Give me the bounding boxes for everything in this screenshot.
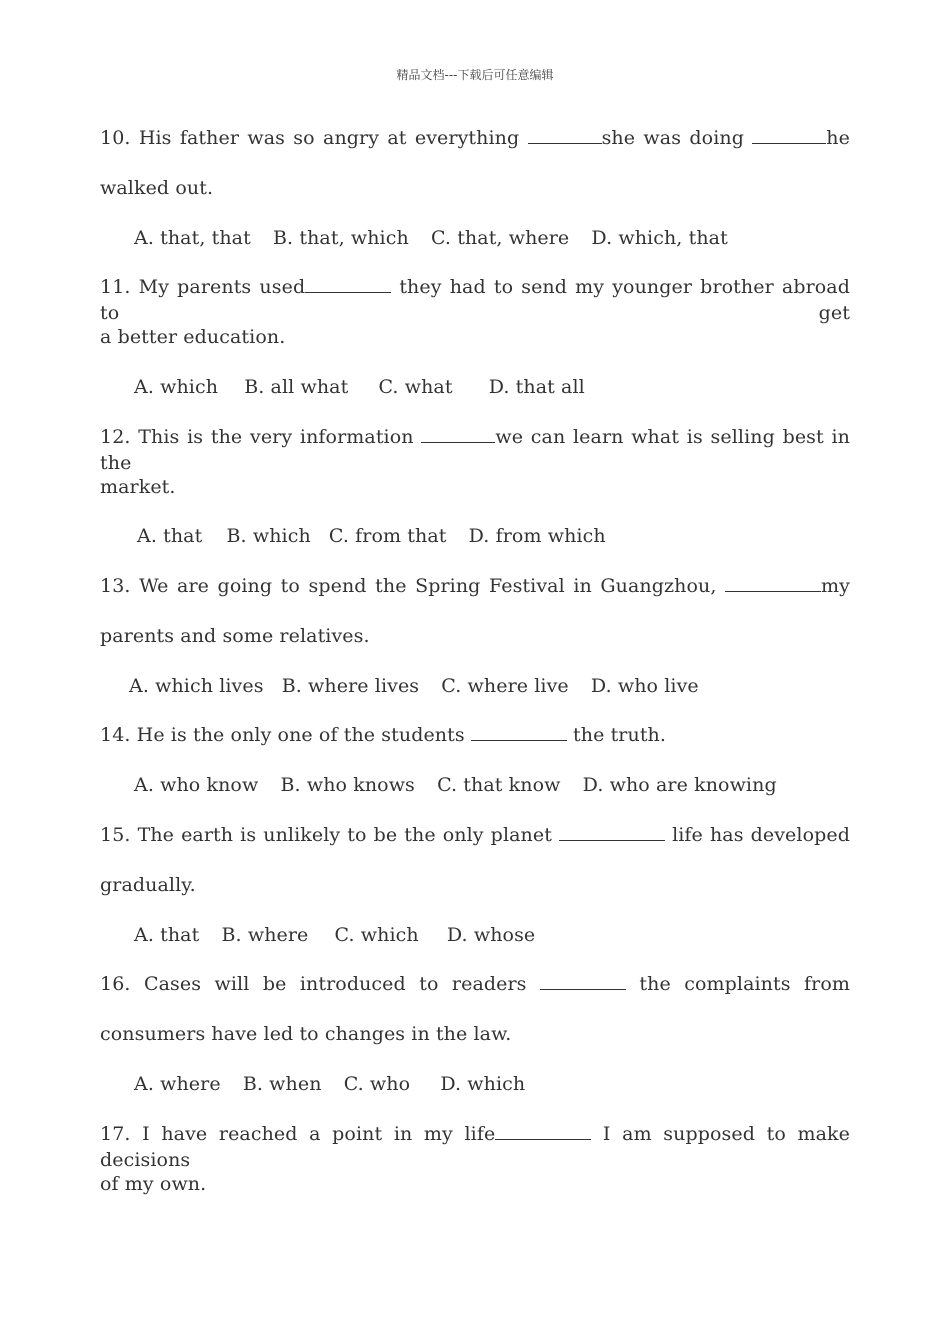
question-15-line1: [100, 822, 850, 848]
text: 11. My parents used: [100, 276, 306, 298]
text: the complaints from: [625, 973, 851, 995]
text: they had to send my younger brother abroad to get: [100, 276, 850, 324]
question-16-line1: [100, 971, 850, 997]
text: 12. This is the very information: [100, 426, 422, 448]
question-11-options: [134, 374, 884, 400]
text: he: [826, 127, 850, 149]
option-a: A. which: [134, 376, 219, 398]
question-10-options: [134, 225, 884, 251]
question-15-options: [134, 922, 884, 948]
text: she was doing: [601, 127, 753, 149]
option-c: C. what: [378, 376, 453, 398]
option-b: B. where: [221, 924, 309, 946]
answer-blank: [559, 823, 665, 841]
question-14-line1: [100, 722, 850, 748]
answer-blank: [540, 972, 626, 990]
answer-blank: [752, 126, 826, 144]
text: we can learn what is selling best in the: [100, 426, 851, 474]
option-a: A. that, that: [134, 227, 251, 249]
question-11-line1: [100, 274, 850, 324]
option-d: D. from which: [468, 525, 606, 547]
option-c: C. where live: [441, 675, 569, 697]
question-12-options: [137, 523, 887, 549]
answer-blank: [471, 723, 567, 741]
option-d: D. whose: [446, 924, 536, 946]
question-17-line1: [100, 1121, 850, 1171]
option-a: A. where: [134, 1073, 221, 1095]
question-10-line2: walked out.: [100, 177, 214, 199]
question-14-options: [134, 772, 884, 798]
question-17-line2: of my own.: [100, 1173, 207, 1195]
option-a: A. that: [137, 525, 203, 547]
question-12-line1: [100, 424, 851, 474]
answer-blank: [421, 425, 495, 443]
option-c: C. who: [343, 1073, 411, 1095]
answer-blank: [528, 126, 602, 144]
option-d: D. which: [440, 1073, 526, 1095]
option-c: C. from that: [328, 525, 447, 547]
question-15-line2: gradually.: [100, 874, 196, 896]
option-a: A. which lives: [129, 675, 264, 697]
option-b: B. where lives: [281, 675, 420, 697]
question-13-line1: [100, 573, 850, 599]
question-12-line2: market.: [100, 476, 176, 498]
option-d: D. which, that: [591, 227, 728, 249]
text: 15. The earth is unlikely to be the only planet: [100, 824, 560, 846]
question-13-line2: parents and some relatives.: [100, 625, 370, 647]
text: the truth.: [566, 724, 667, 746]
text: I am supposed to make decisions: [100, 1123, 850, 1171]
option-d: D. that all: [488, 376, 585, 398]
option-c: C. that know: [437, 774, 561, 796]
page-header: 精品文档---下载后可任意编辑: [396, 68, 554, 82]
option-c: C. that, where: [430, 227, 570, 249]
text: my: [821, 575, 850, 597]
option-b: B. who knows: [280, 774, 415, 796]
option-b: B. that, which: [273, 227, 409, 249]
answer-blank: [305, 275, 391, 293]
text: 17. I have reached a point in my life: [100, 1123, 496, 1145]
option-b: B. when: [242, 1073, 322, 1095]
question-16-line2: consumers have led to changes in the law.: [100, 1023, 512, 1045]
question-16-options: [134, 1071, 884, 1097]
option-b: B. which: [226, 525, 311, 547]
text: 14. He is the only one of the students: [100, 724, 471, 746]
option-a: A. who know: [134, 774, 259, 796]
text: life has developed: [665, 824, 850, 846]
answer-blank: [495, 1122, 591, 1140]
option-d: D. who are knowing: [582, 774, 777, 796]
question-11-line2: a better education.: [100, 326, 286, 348]
question-13-options: [129, 673, 879, 699]
answer-blank: [725, 574, 821, 592]
option-b: B. all what: [244, 376, 349, 398]
option-c: C. which: [334, 924, 419, 946]
text: 16. Cases will be introduced to readers: [100, 973, 540, 995]
option-a: A. that: [134, 924, 200, 946]
question-10-line1: [100, 125, 850, 151]
text: 13. We are going to spend the Spring Festival in Guangzhou,: [100, 575, 726, 597]
text: 10. His father was so angry at everything: [100, 127, 528, 149]
option-d: D. who live: [590, 675, 699, 697]
